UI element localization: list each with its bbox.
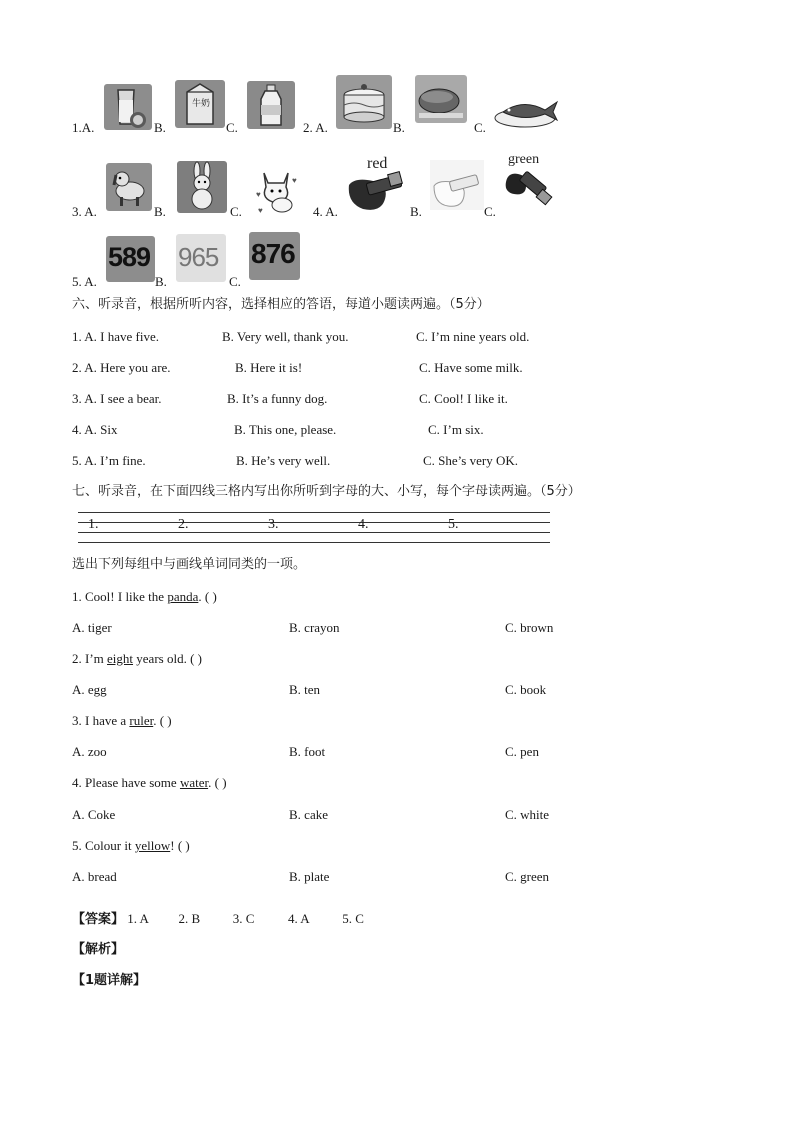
- option-b: B. Here it is!: [235, 360, 303, 375]
- rabbit-icon: [177, 161, 227, 213]
- answer-4: 4. A: [288, 911, 310, 926]
- question-3: [72, 713, 172, 729]
- answer-label: 【答案】: [72, 912, 125, 927]
- answer-blank: ! ( ): [170, 838, 190, 853]
- question-prefix: 3. I have a: [72, 713, 130, 728]
- q1-c-label: C.: [226, 120, 238, 135]
- q4-a-label: 4. A.: [313, 204, 338, 219]
- number-965: 965: [178, 242, 219, 272]
- option-a: A. egg: [72, 682, 107, 697]
- water-bottle-icon: [247, 81, 295, 129]
- option-b: B. Very well, thank you.: [222, 329, 349, 344]
- option-b: B. It’s a funny dog.: [227, 391, 328, 406]
- option-c: C. I’m six.: [428, 422, 484, 437]
- q5-c-label: C.: [229, 274, 241, 289]
- question-prefix: 5. Colour it: [72, 838, 135, 853]
- q1-a-label: 1.A.: [72, 120, 95, 135]
- milk-carton-icon: [175, 80, 225, 128]
- option-b: B. This one, please.: [234, 422, 337, 437]
- number-589-card: [106, 236, 155, 282]
- option-c: C. Have some milk.: [419, 360, 523, 375]
- q2-c-label: C.: [474, 120, 486, 135]
- slot-4-label: 4.: [358, 517, 369, 532]
- q3-b-label: B.: [154, 204, 166, 219]
- svg-text:♥: ♥: [292, 176, 297, 185]
- analysis-heading: 【解析】: [72, 942, 125, 957]
- white-paint-icon: [430, 160, 484, 210]
- green-word: green: [508, 152, 540, 167]
- option-c: C. pen: [505, 744, 539, 759]
- answer-line: [72, 911, 382, 928]
- milk-text: 牛奶: [192, 99, 211, 109]
- q4-c-label: C.: [484, 204, 496, 219]
- option-a: 3. A. I see a bear.: [72, 391, 162, 406]
- underlined-word: water: [179, 775, 209, 790]
- question-prefix: 1. Cool! I like the: [72, 589, 168, 604]
- answer-1: 1. A: [127, 911, 149, 926]
- svg-text:♥: ♥: [258, 206, 263, 215]
- juice-glass-icon: [104, 84, 152, 130]
- detail-heading: 【1题详解】: [72, 973, 147, 988]
- slot-2-label: 2.: [178, 517, 189, 532]
- q1-b-label: B.: [154, 120, 166, 135]
- option-c: C. book: [505, 682, 547, 697]
- option-b: B. cake: [289, 807, 328, 822]
- option-a: 5. A. I’m fine.: [72, 453, 146, 468]
- option-a: 4. A. Six: [72, 422, 118, 437]
- q3-c-label: C.: [230, 204, 242, 219]
- grid-line-2: [78, 522, 550, 523]
- q2-a-label: 2. A.: [303, 120, 328, 135]
- q5-a-label: 5. A.: [72, 274, 97, 289]
- option-b: B. foot: [289, 744, 326, 759]
- answer-2: 2. B: [178, 911, 201, 926]
- number-965-card: [176, 234, 226, 282]
- question-1: [72, 589, 217, 605]
- option-b: B. plate: [289, 869, 330, 884]
- bread-loaf-icon: [415, 75, 467, 123]
- number-589: 589: [108, 242, 151, 272]
- option-c: C. green: [505, 869, 550, 884]
- option-c: C. brown: [505, 620, 554, 635]
- section8-title: 选出下列每组中与画线单词同类的一项。: [72, 557, 307, 572]
- question-prefix: 2. I’m: [72, 651, 108, 666]
- option-a: 1. A. I have five.: [72, 329, 160, 344]
- option-b: B. He’s very well.: [236, 453, 331, 468]
- dog-icon: [106, 163, 152, 211]
- option-a: A. tiger: [72, 620, 112, 635]
- answer-blank: . ( ): [208, 775, 227, 790]
- fish-on-plate-icon: [493, 96, 561, 128]
- slot-1-label: 1.: [88, 517, 99, 532]
- option-a: A. Coke: [72, 807, 116, 822]
- option-a: 2. A. Here you are.: [72, 360, 171, 375]
- question-prefix: 4. Please have some: [72, 775, 180, 790]
- cat-icon: [252, 163, 300, 215]
- answer-blank: years old. ( ): [133, 651, 202, 666]
- section6-title: 六、听录音，根据所听内容，选择相应的答语，每道小题读两遍。（5分）: [72, 297, 490, 312]
- answer-3: 3. C: [232, 911, 255, 926]
- section7-title: 七、听录音，在下面四线三格内写出你所听到字母的大、小写，每个字母读两遍。（5分）: [72, 484, 581, 499]
- option-c: C. I’m nine years old.: [416, 329, 530, 344]
- red-paint-icon: [345, 155, 405, 217]
- q3-a-label: 3. A.: [72, 204, 97, 219]
- answer-blank: . ( ): [198, 589, 217, 604]
- question-4: [72, 775, 227, 791]
- underlined-word: eight: [107, 651, 134, 666]
- option-a: A. zoo: [72, 744, 107, 759]
- answer-blank: . ( ): [153, 713, 172, 728]
- option-c: C. Cool! I like it.: [419, 391, 508, 406]
- question-5: [72, 838, 190, 854]
- answer-5: 5. C: [342, 911, 364, 926]
- grid-line-4: [78, 542, 550, 543]
- q5-b-label: B.: [155, 274, 167, 289]
- option-b: B. ten: [289, 682, 321, 697]
- birthday-cake-icon: [336, 75, 392, 129]
- option-c: C. white: [505, 807, 550, 822]
- red-word: red: [367, 155, 388, 172]
- underlined-word: yellow: [134, 838, 171, 853]
- underlined-word: panda: [167, 589, 199, 604]
- four-line-grid: [78, 512, 550, 544]
- underlined-word: ruler: [129, 713, 154, 728]
- q4-b-label: B.: [410, 204, 422, 219]
- option-a: A. bread: [72, 869, 117, 884]
- q2-b-label: B.: [393, 120, 405, 135]
- number-876: 876: [251, 238, 295, 269]
- svg-text:♥: ♥: [256, 190, 261, 199]
- slot-3-label: 3.: [268, 517, 279, 532]
- slot-5-label: 5.: [448, 517, 459, 532]
- option-c: C. She’s very OK.: [423, 453, 518, 468]
- green-paint-icon: [502, 152, 556, 214]
- question-2: [72, 651, 202, 667]
- grid-line-3: [78, 532, 550, 533]
- number-876-card: [249, 232, 300, 280]
- grid-line-1: [78, 512, 550, 513]
- option-b: B. crayon: [289, 620, 340, 635]
